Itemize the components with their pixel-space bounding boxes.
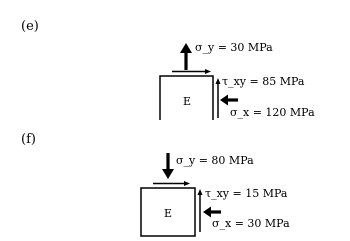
sigma-y-arrow-e [180, 43, 192, 70]
part-label-e: (e) [21, 19, 39, 34]
tau-xy-label-e: τ_xy = 85 MPa [222, 75, 305, 88]
sigma-y-label-e: σ_y = 30 MPa [195, 41, 273, 54]
element-label-f-inner: E [164, 207, 173, 220]
tau-top-arrow-e [172, 69, 211, 74]
part-label-f: (f) [21, 132, 36, 147]
sigma-x-arrow-e [220, 95, 238, 106]
sigma-x-label-f: σ_x = 30 MPa [212, 217, 290, 230]
sigma-x-label-e: σ_x = 120 MPa [230, 106, 315, 119]
sigma-y-arrow-f [162, 153, 174, 179]
tau-xy-label-f: τ_xy = 15 MPa [205, 187, 288, 200]
diagram-e [0, 0, 350, 120]
tau-right-arrow-f [198, 189, 203, 232]
sigma-y-label-f: σ_y = 80 MPa [176, 154, 254, 167]
element-label-e-inner: E [183, 95, 192, 108]
diagram-f [0, 121, 350, 241]
stress-element-f-drawing [0, 121, 350, 241]
sigma-x-arrow-f [203, 207, 221, 218]
stress-element-e-drawing [0, 0, 350, 120]
tau-right-arrow-e [216, 78, 221, 118]
tau-top-arrow-f [153, 181, 190, 186]
